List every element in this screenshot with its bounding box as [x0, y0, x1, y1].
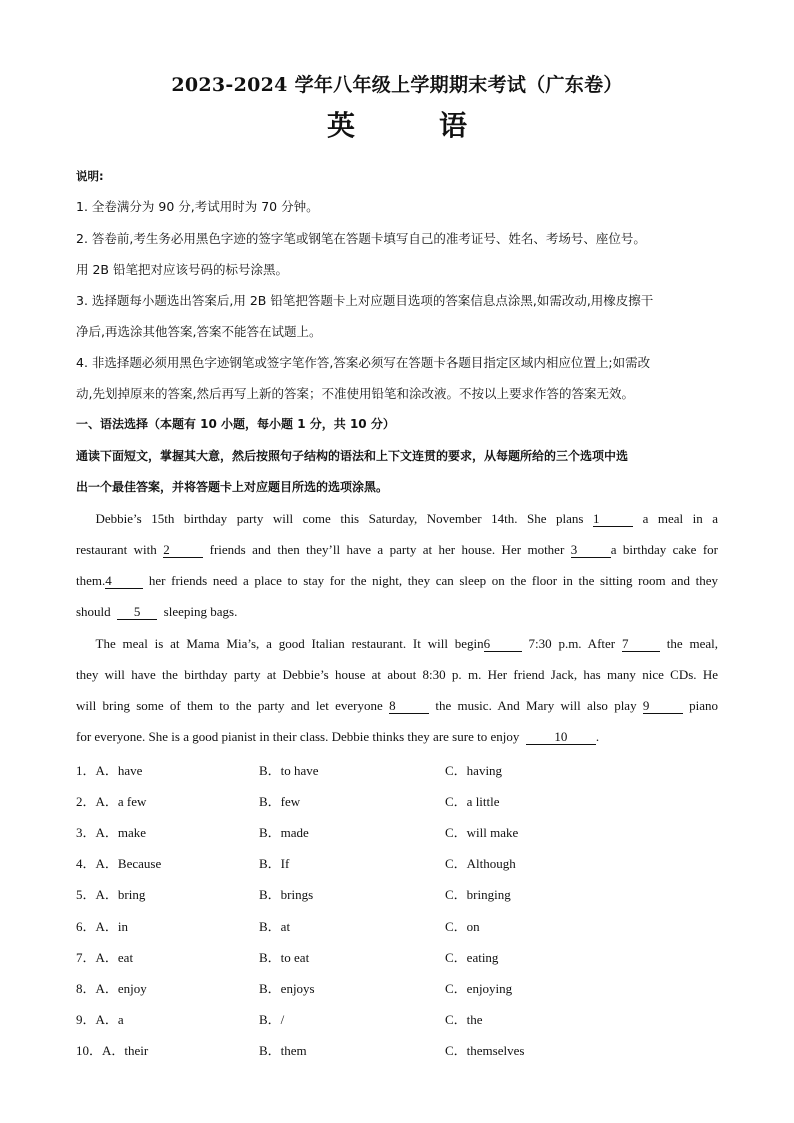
- instruction-3a: 3. 选择题每小题选出答案后,用 2B 铅笔把答题卡上对应题目选项的答案信息点涂黑,如需改动,用橡皮擦干: [76, 293, 654, 308]
- passage-text: The meal is at Mama Mia’s, a good Italian restaurant. It will begin: [95, 636, 484, 651]
- blank-6: 6: [484, 637, 522, 652]
- instruction-4b: 动,先划掉原来的答案,然后再写上新的答案；不准使用铅笔和涂改液。不按以上要求作答的答案无效。: [76, 386, 634, 401]
- option-b[interactable]: B．brings: [259, 887, 314, 902]
- blank-7: 7: [622, 637, 660, 652]
- question-options-row: [76, 947, 718, 965]
- passage-text: .: [595, 729, 600, 744]
- option-a[interactable]: 10．A．their: [76, 1043, 149, 1058]
- section-direction-b: 出一个最佳答案，并将答题卡上对应题目所选的选项涂黑。: [76, 480, 389, 494]
- passage-text: they will have the birthday party at Debbie’s house at about 8:30 p. m. Her friend Jack, has many nice CDs. He: [76, 667, 718, 682]
- option-c[interactable]: C．the: [445, 1012, 483, 1027]
- passage-line: [76, 636, 718, 652]
- option-a[interactable]: 3．A．make: [76, 825, 147, 840]
- option-a[interactable]: 6．A．in: [76, 919, 129, 934]
- question-number: 6．: [76, 919, 96, 934]
- option-c[interactable]: C．eating: [445, 950, 499, 965]
- instruction-2a: 2. 答卷前,考生务必用黑色字迹的签字笔或钢笔在答题卡填写自己的准考证号、姓名、考场号、座位号。: [76, 231, 646, 246]
- option-b[interactable]: B．/: [259, 1012, 285, 1027]
- passage-text: sleeping bags.: [163, 604, 238, 619]
- question-options-row: [76, 822, 718, 840]
- passage-text: friends and then they’ll have a party at her house. Her mother: [209, 542, 565, 557]
- option-c[interactable]: C．on: [445, 919, 480, 934]
- option-a[interactable]: 7．A．eat: [76, 950, 134, 965]
- question-options-row: [76, 760, 718, 778]
- passage-line: [76, 667, 718, 683]
- question-number: 8．: [76, 981, 96, 996]
- passage-line: [76, 511, 718, 527]
- instruction-2b: 用 2B 铅笔把对应该号码的标号涂黑。: [76, 262, 288, 277]
- option-a[interactable]: 9．A．a: [76, 1012, 124, 1027]
- option-c[interactable]: C．bringing: [445, 887, 511, 902]
- question-number: 7．: [76, 950, 96, 965]
- question-options-row: [76, 853, 718, 871]
- option-c[interactable]: C．themselves: [445, 1043, 525, 1058]
- blank-3: 3: [571, 543, 611, 558]
- option-a[interactable]: 8．A．enjoy: [76, 981, 147, 996]
- option-b[interactable]: B．them: [259, 1043, 307, 1058]
- passage-text: Debbie’s 15th birthday party will come this Saturday, November 14th. She plans: [95, 511, 584, 526]
- question-number: 4．: [76, 856, 96, 871]
- option-a[interactable]: 4．A．Because: [76, 856, 162, 871]
- passage-line: [76, 604, 718, 620]
- instruction-1: 1. 全卷满分为 90 分,考试用时为 70 分钟。: [76, 199, 319, 214]
- option-b[interactable]: B．few: [259, 794, 301, 809]
- option-b[interactable]: B．If: [259, 856, 290, 871]
- blank-9: 9: [643, 699, 683, 714]
- passage-text: piano: [689, 698, 718, 713]
- option-a[interactable]: 5．A．bring: [76, 887, 146, 902]
- blank-10: 10: [526, 730, 596, 745]
- option-c[interactable]: C．having: [445, 763, 503, 778]
- instruction-3b: 净后,再选涂其他答案,答案不能答在试题上。: [76, 324, 322, 339]
- option-a[interactable]: 2．A．a few: [76, 794, 147, 809]
- question-options-row: [76, 884, 718, 902]
- option-a[interactable]: 1．A．have: [76, 763, 143, 778]
- exam-title: 2023-2024 学年八年级上学期期末考试（广东卷）: [171, 74, 623, 96]
- question-options-row: [76, 978, 718, 996]
- option-b[interactable]: B．to eat: [259, 950, 310, 965]
- question-number: 3．: [76, 825, 96, 840]
- blank-4: 4: [105, 574, 143, 589]
- passage-line: [76, 542, 718, 558]
- blank-8: 8: [389, 699, 429, 714]
- question-options-row: [76, 1009, 718, 1027]
- passage-text: the music. And Mary will also play: [435, 698, 637, 713]
- section-heading: 一、语法选择（本题有 10 小题，每小题 1 分，共 10 分）: [76, 417, 395, 431]
- passage-text: 7:30 p.m. After: [528, 636, 616, 651]
- question-number: 1．: [76, 763, 96, 778]
- question-number: 2．: [76, 794, 96, 809]
- option-b[interactable]: B．enjoys: [259, 981, 315, 996]
- passage-text: for everyone. She is a good pianist in their class. Debbie thinks they are sure to enjoy: [76, 729, 520, 744]
- blank-1: 1: [593, 512, 633, 527]
- instructions-heading: 说明:: [76, 169, 104, 183]
- question-number: 5．: [76, 887, 96, 902]
- question-number: 9．: [76, 1012, 96, 1027]
- passage-text: a birthday cake for: [610, 542, 718, 557]
- passage-text: will bring some of them to the party and let everyone: [76, 698, 383, 713]
- question-options-row: [76, 916, 718, 934]
- passage-line: [76, 698, 718, 714]
- blank-2: 2: [163, 543, 203, 558]
- option-c[interactable]: C．enjoying: [445, 981, 513, 996]
- question-options-row: [76, 1040, 718, 1058]
- passage-text: should: [76, 604, 111, 619]
- passage-line: [76, 729, 718, 745]
- passage-text: her friends need a place to stay for the night, they can sleep on the floor in the sitting room and they: [148, 573, 718, 588]
- passage-text: a meal in a: [642, 511, 718, 526]
- instruction-4a: 4. 非选择题必须用黑色字迹钢笔或签字笔作答,答案必须写在答题卡各题目指定区域内相应位置上;如需改: [76, 355, 651, 370]
- blank-5: 5: [117, 605, 157, 620]
- option-c[interactable]: C．will make: [445, 825, 519, 840]
- option-b[interactable]: B．made: [259, 825, 309, 840]
- option-b[interactable]: B．to have: [259, 763, 319, 778]
- option-c[interactable]: C．a little: [445, 794, 500, 809]
- subject-title: 英 语: [326, 109, 495, 142]
- option-c[interactable]: C．Although: [445, 856, 516, 871]
- passage-text: the meal,: [666, 636, 718, 651]
- question-number: 10．: [76, 1043, 103, 1058]
- question-options-row: [76, 791, 718, 809]
- option-b[interactable]: B．at: [259, 919, 291, 934]
- passage-line: [76, 573, 718, 589]
- section-direction-a: 通读下面短文，掌握其大意，然后按照句子结构的语法和上下文连贯的要求，从每题所给的三个选项中选: [76, 449, 629, 463]
- passage-text: restaurant with: [76, 542, 157, 557]
- passage-text: them.: [76, 573, 106, 588]
